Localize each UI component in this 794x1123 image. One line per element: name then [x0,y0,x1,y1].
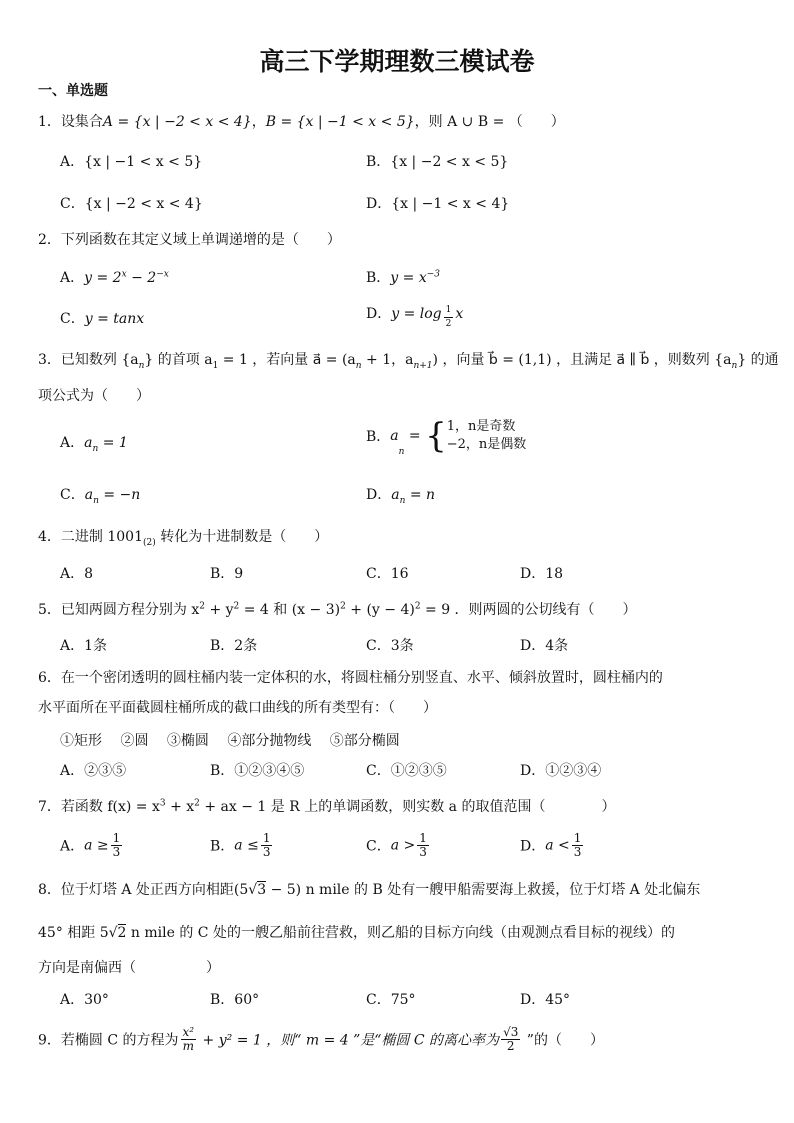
q8-option-d[interactable]: D．45° [520,992,571,1008]
section-heading: 一、单选题 [38,83,108,99]
q2-option-a[interactable]: A．$y = 2^x - 2^{-x}$ [60,269,169,286]
q3-option-b[interactable]: B．$a_n$ = { 1，n是奇数 −2，n是偶数 [366,416,527,457]
q1-option-d[interactable]: D．{x | −1 < x < 4} [366,196,510,212]
q2-option-c[interactable]: C．y = tanx [60,311,145,327]
q7-option-a[interactable]: A．a ≥ $\frac{1}{3}$ [60,831,121,859]
q6-option-d[interactable]: D．①②③④ [520,763,602,779]
q5-option-d[interactable]: D．4条 [520,638,569,654]
question-6-choices: ①矩形 ②圆 ③椭圆 ④部分抛物线 ⑤部分椭圆 [60,733,400,749]
question-4: 4．二进制 $1001_{(2)}$ 转化为十进制数是（ ） [38,529,329,548]
q5-option-c[interactable]: C．3条 [366,638,414,654]
question-5: 5．已知两圆方程分别为 $x^2 + y^2 = 4$ 和 $(x - 3)^2 + (y - 4)^2 = 9$ ．则两圆的公切线有（ ） [38,601,637,618]
left-brace: { [425,416,447,456]
question-8-line2: 45° 相距 5√2 n mile 的 C 处的一艘乙船前往营救，则乙船的目标方向线（由观测点看目标的视线）的 [38,925,675,941]
q7-option-b[interactable]: B．a ≤ $\frac{1}{3}$ [210,831,271,859]
q5-option-b[interactable]: B．2条 [210,638,258,654]
question-3: 3．已知数列 $\{a_n\}$ 的首项 $a_1 = 1$ ，若向量 a⃗ = ($a_n + 1$，$a_{n+1}$) ，向量 b⃗ = (1,1) ，且满足 a⃗ ∥ b⃗ ，则数列 $\{a_n\}$ 的通 [38,352,779,371]
page-title: 高三下学期理数三模试卷 [259,47,535,76]
q4-option-b[interactable]: B．9 [210,566,244,582]
q8-option-c[interactable]: C．75° [366,992,416,1008]
q8-option-a[interactable]: A．30° [60,992,109,1008]
q3-option-a[interactable]: A．$a_n = 1$ [60,435,128,454]
q1-option-c[interactable]: C．{x | −2 < x < 4} [60,196,203,212]
q8-option-b[interactable]: B．60° [210,992,260,1008]
q4-option-d[interactable]: D．18 [520,566,564,582]
q6-option-a[interactable]: A．②③⑤ [60,763,127,779]
question-3-line2: 项公式为（ ） [38,388,150,404]
question-1: 1．设集合A = {x | −2 < x < 4}，B = {x | −1 < x < 5}，则 A ∪ B = （ ） [38,114,565,130]
q7-option-c[interactable]: C．a > $\frac{1}{3}$ [366,831,427,859]
question-8: 8．位于灯塔 A 处正西方向相距(5√3 − 5) n mile 的 B 处有一艘甲船需要海上救援，位于灯塔 A 处北偏东 [38,882,701,898]
question-9: 9．若椭圆 C 的方程为 $\frac{\text{x²}}{m}$ + y² = 1 ，则“ m = 4 ”是“椭圆 C 的离心率为 $\frac{√3}{2}$ ”的（ ） [38,1025,604,1053]
q5-option-a[interactable]: A．1条 [60,638,108,654]
q2-option-d[interactable]: D．y = log $\frac{1}{2}$ x [366,305,464,329]
question-6-line2: 水平面所在平面截圆柱桶所成的截口曲线的所有类型有：（ ） [38,700,437,716]
q3-option-c[interactable]: C．$a_n = -n$ [60,487,141,506]
q1-option-a[interactable]: A．{x | −1 < x < 5} [60,154,203,170]
question-6: 6．在一个密闭透明的圆柱桶内装一定体积的水，将圆柱桶分别竖直、水平、倾斜放置时，圆柱桶内的 [38,670,663,686]
q1-option-b[interactable]: B．{x | −2 < x < 5} [366,154,509,170]
q6-option-b[interactable]: B．①②③④⑤ [210,763,305,779]
question-7: 7．若函数 $f(x) = x^3 + x^2$ + ax − 1 是 R 上的单调函数，则实数 a 的取值范围（ ） [38,798,616,815]
q4-option-c[interactable]: C．16 [366,566,409,582]
question-2: 2．下列函数在其定义域上单调递增的是（ ） [38,232,341,248]
q7-option-d[interactable]: D．a < $\frac{1}{3}$ [520,831,582,859]
q3-option-d[interactable]: D．$a_n = n$ [366,487,436,506]
q4-option-a[interactable]: A．8 [60,566,94,582]
question-8-line3: 方向是南偏西（ ） [38,960,220,976]
q2-option-b[interactable]: B．$y = x^{-3}$ [366,269,441,286]
q6-option-c[interactable]: C．①②③⑤ [366,763,447,779]
